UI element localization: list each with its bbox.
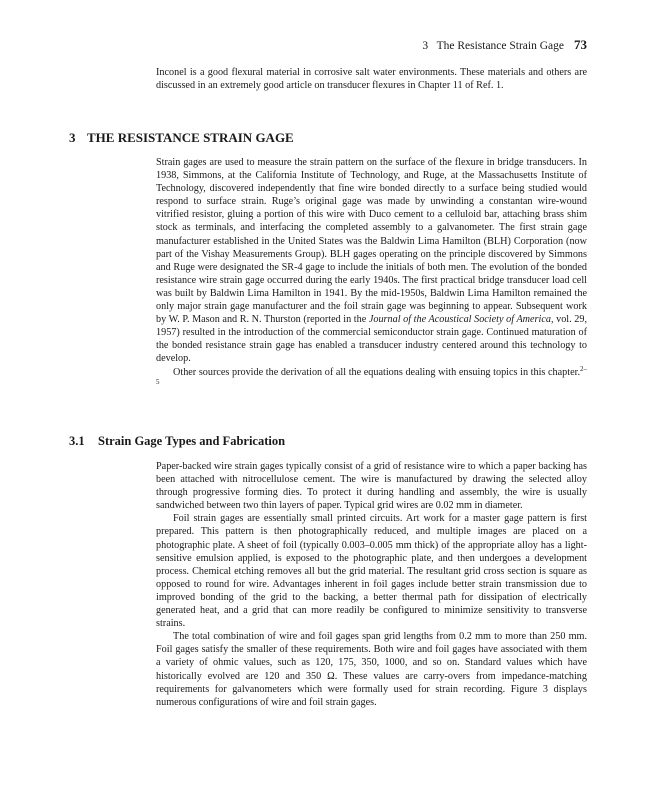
section-3-1-body	[156, 460, 587, 709]
section-3-title: THE RESISTANCE STRAIN GAGE	[87, 130, 294, 145]
section-3-paragraph-1-part-a: Strain gages are used to measure the strain pattern on the surface of the flexure in bridge transducers. In 1938, Simmons, at the California Institute of Technology, and Ruge, at the Massachusetts Institute of Technology, discovered independently that fine wire bonded directly to a surface being studied would respond to surface strain. Ruge’s original gage was made by unwinding a constantan wire-wound vitrified resistor, gluing a portion of this wire with Duco cement to a celluloid bar, attaching brass shim stock as terminals, and interfacing the completed assembly to a galvanometer. The first strain gage manufacturer established in the United States was the Baldwin Lima Hamilton (BLH) Corporation (now part of the Vishay Measurements Group). BLH gages operating on the principle discovered by Simmons and Ruge were designated the SR-4 gage to include the initials of both men. The evolution of the bonded resistance wire strain gage occurred during the early 1940s. The first practical bridge transducer load cell was built by Baldwin Lima Hamilton in 1941. By the mid-1950s, Baldwin Lima Hamilton remained the only major strain gage manufacturer and the foil strain gage was beginning to appear. Subsequent work by W. P. Mason and R. N. Thurston (reported in the	[156, 157, 587, 326]
section-3-heading	[69, 130, 294, 146]
section-3-body	[156, 156, 587, 392]
running-head	[422, 37, 587, 53]
section-3-1-title: Strain Gage Types and Fabrication	[98, 434, 286, 448]
section-3-1-paragraph: The total combination of wire and foil gages span grid lengths from 0.2 mm to more than 250 mm. Foil gages satisfy the smaller of these requirements. Both wire and foil gages have associated with them a variety of ohmic values, such as 120, 175, 350, 1000, and so on. Standard values which have historically evolved are 120 and 350 Ω. These values are carry-overs from impedance-matching requirements for galvanometers which were formally used for strain recording. Figure 3 displays numerous configurations of wire and foil strain gages.	[156, 631, 587, 708]
section-3-paragraph-2-text: Other sources provide the derivation of all the equations dealing with ensuing topics in this chapter.	[173, 366, 580, 378]
reference-superscript: 2–5	[156, 364, 587, 386]
section-3-1-heading	[69, 434, 285, 449]
journal-title: Journal of the Acoustical Society of America,	[368, 314, 554, 326]
section-3-1-paragraph: Paper-backed wire strain gages typically consist of a grid of resistance wire to which a paper backing has been attached with nitrocellulose cement. The wire is manufactured by drawing the selected alloy through progressive forming dies. To protect it during handling and assembly, the wire is usually sandwiched between two thin layers of paper. Typical grid wires are 0.02 mm in diameter.	[156, 461, 587, 512]
intro-paragraph-block	[156, 66, 587, 92]
page-number: 73	[574, 37, 587, 52]
intro-paragraph: Inconel is a good flexural material in corrosive salt water environments. These materials and others are discussed in an extremely good article on transducer flexures in Chapter 11 of Ref. 1.	[156, 67, 587, 92]
section-3-paragraph-1-part-b: vol. 29, 1957) resulted in the introduction of the commercial semiconductor strain gage. Continued maturation of the bonded resistance strain gage has enabled a transducer industry centered around this technology to develop.	[156, 314, 587, 365]
section-3-number: 3	[69, 130, 76, 145]
section-3-1-number: 3.1	[69, 434, 85, 448]
running-head-title: 3 The Resistance Strain Gage	[422, 40, 564, 52]
section-3-paragraph-2	[156, 366, 587, 392]
section-3-paragraph-1	[156, 156, 587, 366]
section-3-1-paragraph: Foil strain gages are essentially small printed circuits. Art work for a master gage pattern is first prepared. This pattern is then photographically reduced, and multiple images are placed on a photographic plate. A sheet of foil (typically 0.003–0.005 mm thick) of the appropriate alloy has a light-sensitive emulsion applied, is exposed to the photographic plate, and then undergoes a development process. Chemical etching removes all but the grid material. The resultant grid cross section is square as opposed to round for wire. Advantages inherent in foil gages include better strain transmission due to improved bonding of the grid to the backing, a better thermal path for dissipation of electrically generated heat, and a grid that can more readily be configured to minimize sensitivity to transverse strains.	[156, 513, 587, 630]
